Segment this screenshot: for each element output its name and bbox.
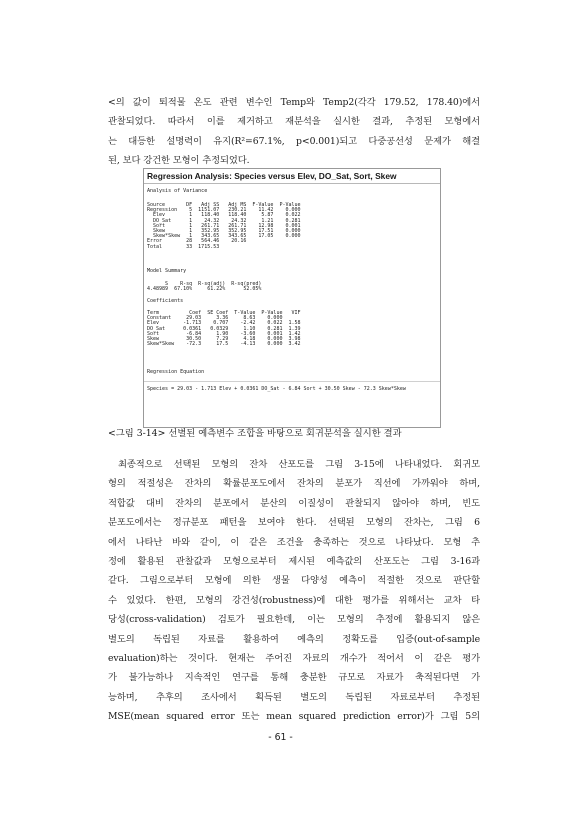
intro-paragraph bbox=[108, 93, 480, 171]
body-line-1: 최종적으로 선택된 모형의 잔차 산포도를 그림 3-15에 나타내었다. 회귀모 bbox=[118, 459, 480, 470]
body-line bbox=[108, 513, 480, 532]
model-summary-heading: Model Summary bbox=[147, 268, 187, 274]
body-line bbox=[108, 571, 480, 590]
coefficients-heading: Coefficients bbox=[147, 298, 184, 304]
intro-line bbox=[108, 93, 480, 112]
body-line bbox=[108, 688, 480, 707]
title-divider bbox=[144, 183, 440, 184]
body-line-7: 같다. 그림으로부터 모형에 의한 생물 다양성 예측이 적절한 것으로 판단할 bbox=[108, 575, 480, 587]
body-line bbox=[108, 494, 480, 513]
equation-divider bbox=[144, 381, 440, 382]
body-line bbox=[108, 533, 480, 552]
body-line bbox=[108, 455, 480, 474]
body-line-5: 에서 나타난 바와 같이, 이 같은 조건을 충족하는 것으로 나타났다. 모형 추 bbox=[108, 536, 480, 548]
body-line-4: 분포도에서는 정규분포 패턴을 보여야 한다. 선택된 모형의 잔차는, 그림 6 bbox=[108, 517, 480, 529]
body-line-14: MSE(mean squared error 또는 mean squared prediction error)가 그림 5의 bbox=[108, 711, 480, 723]
body-line-6: 정에 활용된 관찰값과 모형으로부터 제시된 예측값의 산포도는 그림 3-16과 bbox=[108, 556, 480, 568]
figure-title: Regression Analysis: Species versus Elev, DO_Sat, Sort, Skew bbox=[147, 171, 397, 181]
body-line bbox=[108, 610, 480, 629]
regression-output-figure bbox=[143, 168, 441, 428]
body-line-9: 당성(cross-validation) 검토가 필요한데, 이는 모형의 추정에 활용되지 않은 bbox=[108, 614, 480, 626]
regression-equation-heading: Regression Equation bbox=[147, 369, 205, 375]
figure-caption: <그림 3-14> 선별된 예측변수 조합을 바탕으로 회귀분석을 실시한 결과 bbox=[108, 428, 402, 439]
coefficients-table: Term Coef SE Coef T-Value P-Value VIF Constant 29.03 3.36 8.63 0.000 Elev -1.713 0.707 -2.42 0.022 1.58 DO_Sat 0.0361 0.0329 1.10 0.281 1.39 Sort -6.84 1.90 -3.60 0.001 1.42 Skew 30.50 7.29 4.18 0.000 3.98 Skew*Skew -72.3 17.5 -4.13 0.000 3.42 bbox=[147, 310, 301, 348]
intro-line-1: <의 값이 퇴적물 온도 관련 변수인 Temp와 Temp2(각각 179.52, 178.40)에서 bbox=[108, 97, 480, 108]
body-line-2: 형의 적절성은 잔차의 확률분포도에서 잔차의 분포가 직선에 가까워야 하며, bbox=[108, 478, 480, 490]
body-line bbox=[108, 630, 480, 649]
anova-table: Source DF Adj SS Adj MS F-Value P-Value Regression 5 1151.07 230.21 11.42 0.000 Elev 1 118.40 118.40 5.87 0.022 DO_Sat 1 24.32 24.32 1.21 0.281 Sort 1 261.71 261.71 12.98 0.001 Skew 1 352.95 352.95 17.51 0.000 Skew*Skew 1 343.65 343.65 17.05 0.000 Error 28 564.46 20.16 Total 33 1715.53 bbox=[147, 202, 301, 250]
intro-line-3: 는 대등한 설명력이 유지(R²=67.1%, p<0.001)되고 다중공선성 문제가 해결 bbox=[108, 135, 480, 147]
model-summary-table: S R-sq R-sq(adj) R-sq(pred) 4.48989 67.10% 61.22% 52.05% bbox=[147, 281, 262, 293]
body-line bbox=[108, 552, 480, 571]
body-line bbox=[108, 668, 480, 687]
body-line bbox=[108, 649, 480, 668]
intro-line bbox=[108, 132, 480, 151]
body-line-13: 능하며, 추후의 조사에서 획득된 별도의 독립된 자료로부터 추정된 bbox=[108, 691, 480, 703]
intro-line-2: 관찰되었다. 따라서 이를 제거하고 재분석을 실시한 결과, 추정된 모형에서 bbox=[108, 116, 480, 128]
body-line-3: 적합값 대비 잔차의 분포에서 분산의 이질성이 관찰되지 않아야 하며, 빈도 bbox=[108, 497, 480, 509]
body-line bbox=[108, 474, 480, 493]
body-line bbox=[108, 591, 480, 610]
anova-heading: Analysis of Variance bbox=[147, 188, 208, 194]
body-line-11: evaluation)하는 것이다. 현재는 주어진 자료의 개수가 적어서 이 같은 평가 bbox=[108, 653, 480, 665]
body-line bbox=[108, 707, 480, 726]
body-line-10: 별도의 독립된 자료를 활용하여 예측의 정확도를 입증(out-of-sample bbox=[108, 633, 480, 645]
intro-line-4: 된, 보다 강건한 모형이 추정되었다. bbox=[108, 155, 250, 167]
page-number: - 61 - bbox=[268, 732, 293, 743]
body-line-12: 가 불가능하나 지속적인 연구를 통해 충분한 규모로 자료가 축적된다면 가 bbox=[108, 672, 480, 684]
regression-equation: Species = 29.03 - 1.713 Elev + 0.0361 DO_Sat - 6.84 Sort + 30.50 Skew - 72.3 Skew*Skew bbox=[147, 386, 406, 392]
intro-line bbox=[108, 112, 480, 131]
body-paragraph bbox=[108, 455, 480, 727]
body-line-8: 수 있었다. 한편, 모형의 강건성(robustness)에 대한 평가를 위해서는 교차 타 bbox=[108, 594, 480, 606]
